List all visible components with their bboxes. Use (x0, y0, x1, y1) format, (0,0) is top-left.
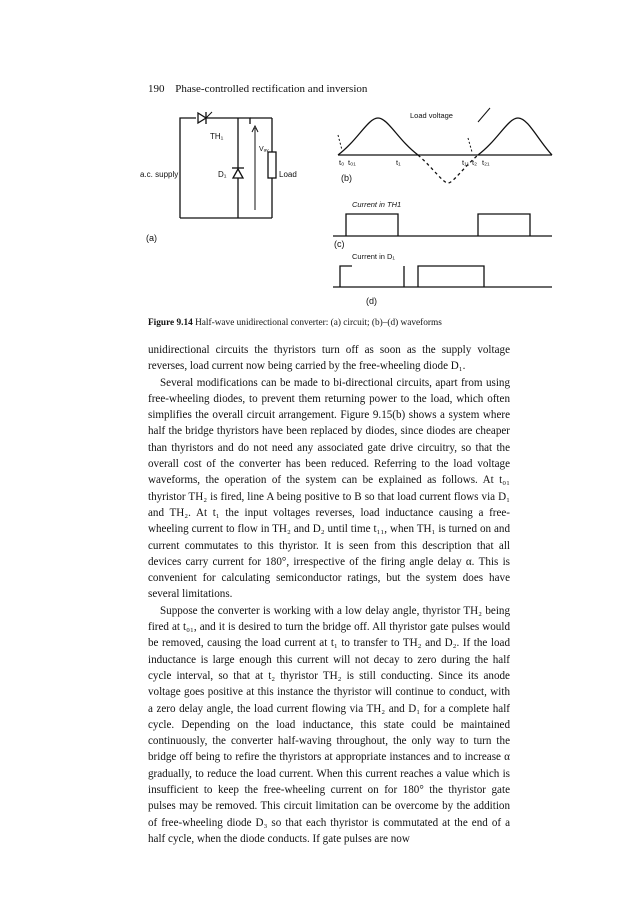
page-number: 190 (148, 83, 165, 95)
paragraph: unidirectional circuits the thyristors turn off as soon as the supply voltage reverses, load current now being carried by the free-wheeling diode D₁. (148, 344, 510, 373)
label-load-voltage: Load voltage (410, 111, 453, 120)
current-th1-pulse-2 (478, 214, 530, 236)
label-load: Load (279, 170, 297, 179)
thyristor-th1-symbol (198, 113, 206, 123)
label-t11: t₁₁ (462, 158, 470, 167)
figure-9-14 (0, 0, 639, 320)
paragraph: Suppose the converter is working with a low delay angle, thyristor TH₂ being fired at t₀₁, and it is desired to turn the bridge off. All thyristor gate pulses would be removed, causing the load current at t₁ to transfer to TH₂ and D₂. If the load inductance is large enough this current will not decay to zero during the half cycle interval, so that at t₂ thyristor TH₂ is still conducting. Since its anode voltage goes positive at this instance the thyristor will continue to conduct, with a zero delay angle, the load current flowing via TH₂ and D₁ for a complete half cycle. Depending on the load inductance, this state could be maintained continuously, the converter half-waving throughout, the only way to turn the bridge off being to refire the thyristors at appropriate instances and to increase α gradually, to reduce the load current. When this current reaches a value which is insufficient to keep the free-wheeling current on for 180° the thyristor gate pulses may be removed. This circuit limitation can be overcome by the addition of free-wheeling diode D₃ so that each thyristor is commutated at the end of a half cycle, when the diode conducts. If gate pulses are now (148, 604, 510, 845)
panel-label-d: (d) (366, 296, 377, 306)
thyristor-th1-gate (206, 112, 212, 118)
label-t21: t₂₁ (482, 158, 490, 167)
figure-caption-number: Figure 9.14 (148, 318, 193, 328)
current-d1-pulse-2 (418, 266, 484, 287)
running-title: Phase-controlled rectification and inversion (175, 83, 368, 95)
label-t2: t₂ (472, 158, 477, 167)
current-d1-pulse-1 (340, 266, 352, 287)
load-voltage-positive-1 (338, 118, 418, 155)
label-t1: t₁ (396, 158, 401, 167)
panel-label-a: (a) (146, 233, 157, 243)
paragraph: Several modifications can be made to bi-directional circuits, apart from using free-wheeling diodes, to prevent them returning power to the load, which often simplifies the overall circuit arrangement. Figure 9.15(b) shows a system where half the bridge thyristors have been replaced by diodes, since diodes are cheaper than thyristors and do not need any associated gate drive circuitry, so that the overall cost of the converter has been reduced. Referring to the load voltage waveforms, the operation of the system can be explained as follows. At t₀₁ thyristor TH₂ is fired, line A being positive to B so that load current flows via D₁ and TH₂. At t₁ the input voltages reverses, load inductance causing a free-wheeling current to flow in TH₂ and D₂ until time t₁₁, when TH₁ is turned on and current commutates to this thyristor. It is seen from this description that all devices carry current for 180°, irrespective of the firing angle delay α. This is convenient for calculating semiconductor ratings, but the system does have several limitations. (148, 376, 510, 601)
label-current-th1: Current in TH1 (352, 200, 402, 209)
label-th1: TH₁ (210, 132, 224, 141)
label-vav: Vₐᵥ (259, 146, 269, 153)
load-voltage-pointer (478, 108, 490, 122)
top-wire-left (180, 118, 250, 124)
body-text (148, 342, 510, 847)
load-resistor (268, 152, 276, 178)
label-current-d1: Current in D₁ (352, 252, 395, 261)
label-t0: t₀ (339, 158, 345, 167)
label-t01: t₀₁ (348, 158, 356, 167)
circuit-diagram (180, 112, 276, 218)
panel-label-c: (c) (334, 239, 345, 249)
load-voltage-positive-2 (478, 118, 552, 155)
figure-caption (148, 318, 442, 328)
current-th1-pulse-1 (346, 214, 398, 236)
figure-caption-text: Half-wave unidirectional converter: (a) circuit; (b)–(d) waveforms (192, 318, 442, 328)
diode-d1-symbol (233, 169, 243, 178)
panel-label-b: (b) (341, 173, 352, 183)
label-ac-supply: a.c. supply (140, 170, 179, 179)
label-d1: D₁ (218, 170, 227, 179)
